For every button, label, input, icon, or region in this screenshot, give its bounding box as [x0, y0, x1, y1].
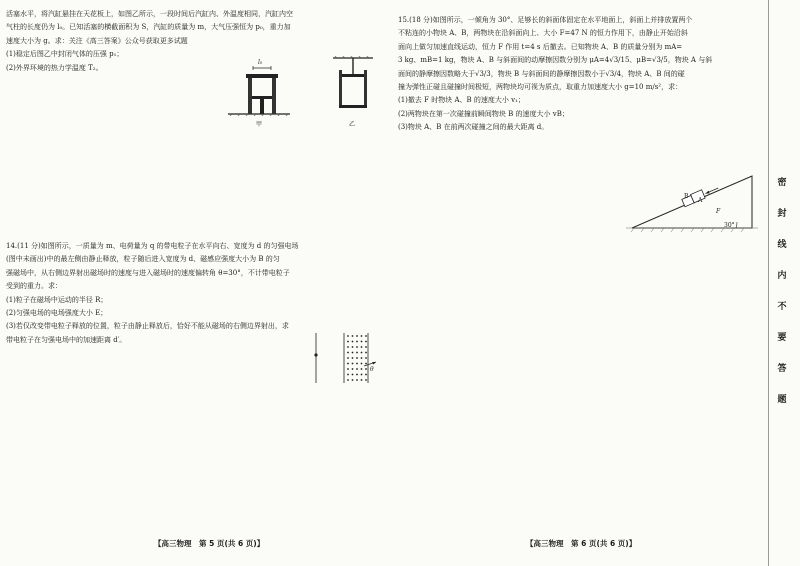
- left-page: [6, 0, 374, 566]
- margin-char: 题: [777, 395, 787, 405]
- margin-char: 内: [777, 271, 787, 281]
- figure-q14-fields: [306, 333, 378, 383]
- label-angle: 30°: [724, 222, 735, 229]
- text-line: (3)物块 A、B 在前两次碰撞之间的最大距离 d。: [398, 123, 549, 132]
- magnetic-field-dot: [365, 335, 367, 337]
- text-line: 活塞水平，将汽缸悬挂在天花板上，如图乙所示，一段时间后汽缸内、外温度相同，汽缸内空: [6, 10, 293, 18]
- text-line: (2)匀强电场的电场强度大小 E；: [6, 309, 108, 318]
- magnetic-field-dot: [352, 357, 354, 359]
- figure-label-yi: 乙: [349, 121, 356, 128]
- text-line: (1)粒子在磁场中运动的半径 R；: [6, 295, 108, 304]
- text-line: 面向上做匀加速直线运动，恒力 F 作用 t=4 s 后撤去。已知物块 A、B 的质量分别为 mA=: [398, 42, 683, 51]
- text-line: 受到的重力。求：: [6, 282, 62, 291]
- text-line: (图中未画出)中的最左侧由静止释放，粒子随后进入宽度为 d、磁感应强度大小为 B 的匀: [6, 255, 280, 264]
- magnetic-field-dot: [347, 368, 349, 370]
- magnetic-field-dot: [352, 374, 354, 376]
- magnetic-field-dot: [356, 346, 358, 348]
- magnetic-field-dot: [347, 335, 349, 337]
- magnetic-field-dot: [347, 352, 349, 354]
- magnetic-field-dot: [356, 374, 358, 376]
- label-theta: θ: [370, 366, 374, 373]
- question-15: [398, 14, 712, 135]
- magnetic-field-dot: [356, 363, 358, 365]
- magnetic-field-dot: [365, 352, 367, 354]
- text-line: 强磁场中，从右侧边界射出磁场时的速度与进入磁场时的速度偏转角 θ=30°，不计带电粒子: [6, 268, 290, 277]
- text-line: 气柱的长度仍为 l₀。已知活塞的横截面积为 S，汽缸的质量为 m，大气压强恒为 p₀，重力加: [6, 23, 291, 32]
- magnetic-field-dot: [365, 368, 367, 370]
- magnetic-field-dot: [352, 346, 354, 348]
- footer-page-5: 【高三物理 第 5 页(共 6 页)】: [154, 539, 265, 548]
- text-line: (2)外界环境的热力学温度 T₂。: [6, 63, 103, 72]
- text-line: 带电粒子在匀强电场中的加速距离 d′。: [6, 335, 127, 344]
- figure-q15-incline: [626, 172, 758, 234]
- magnetic-field-dot: [352, 341, 354, 343]
- text-line: 速度大小为 g。求：关注《高三答案》公众号获取更多试题: [6, 36, 188, 45]
- text-line: (2)两物块在第一次碰撞前瞬间物块 B 的速度大小 vB；: [398, 109, 569, 118]
- magnetic-field-dot: [361, 363, 363, 365]
- magnetic-field-dot: [365, 341, 367, 343]
- margin-char: 不: [777, 302, 787, 312]
- magnetic-field-dot: [361, 352, 363, 354]
- magnetic-field-dot: [356, 335, 358, 337]
- figure-label-jia: 甲: [256, 121, 263, 128]
- magnetic-field-dot: [352, 363, 354, 365]
- magnetic-field-dot: [365, 363, 367, 365]
- text-line: (1)稳定后图乙中封闭气体的压强 p₁；: [6, 50, 124, 59]
- magnetic-field-dot: [361, 341, 363, 343]
- text-line: 不粘连的小物块 A、B，两物块在沿斜面向上、大小 F=47 N 的恒力作用下，由静止开始沿斜: [398, 29, 688, 38]
- magnetic-field-dot: [361, 374, 363, 376]
- text-line: 15.(18 分)如图所示，一倾角为 30°、足够长的斜面体固定在水平地面上，斜面上并排放置两个: [398, 16, 693, 24]
- margin-char: 答: [777, 364, 787, 374]
- magnetic-field-dot: [347, 374, 349, 376]
- magnetic-field-dot: [347, 357, 349, 359]
- magnetic-field-dot: [356, 352, 358, 354]
- margin-char: 密: [777, 178, 787, 188]
- text-line: 3 kg、mB=1 kg，物块 A、B 与斜面间的动摩擦因数分别为 μA=4√3/15、μB=√3/5，物块 A 与斜: [398, 56, 713, 65]
- magnetic-field-dot: [361, 335, 363, 337]
- magnetic-field-dot: [361, 379, 363, 381]
- magnetic-field-dot: [347, 363, 349, 365]
- magnetic-field-dot: [352, 368, 354, 370]
- text-line: 面间的静摩擦因数略大于√3/3，物块 B 与斜面间的静摩擦因数小于√3/4，物块 A、B 间的碰: [398, 69, 685, 78]
- magnetic-field-dot: [365, 357, 367, 359]
- magnetic-field-dot: [361, 368, 363, 370]
- right-page: [398, 0, 763, 566]
- binding-margin-notice: [776, 168, 788, 416]
- margin-char: 要: [777, 333, 787, 343]
- text-line: 14.(11 分)如图所示，一质量为 m、电荷量为 q 的带电粒子在水平向右、宽度为 d 的匀强电场: [6, 242, 299, 250]
- label-force-F: F: [716, 208, 721, 215]
- footer-page-6: 【高三物理 第 6 页(共 6 页)】: [526, 539, 637, 548]
- magnetic-field-dot: [352, 379, 354, 381]
- text-line: (1)撤去 F 时物块 A、B 的速度大小 v₁；: [398, 96, 525, 105]
- magnetic-field-dot: [352, 335, 354, 337]
- text-line: (3)若仅改变带电粒子释放的位置，粒子由静止释放后，恰好不能从磁场的右侧边界射出，求: [6, 322, 289, 331]
- label-block-B: B: [684, 193, 689, 200]
- figure-q13-cylinder-jia: [228, 59, 290, 116]
- binding-margin-line: [768, 0, 769, 566]
- margin-char: 封: [777, 209, 787, 219]
- magnetic-field-dot: [361, 346, 363, 348]
- margin-char: 线: [777, 240, 787, 250]
- magnetic-field-dot: [347, 379, 349, 381]
- magnetic-field-dot: [361, 357, 363, 359]
- text-line: 撞为弹性正碰且碰撞时间极短，两物块均可视为质点，取重力加速度大小 g=10 m/s²，求：: [398, 83, 683, 92]
- label-l0: l₀: [258, 59, 263, 66]
- magnetic-field-dot: [365, 346, 367, 348]
- magnetic-field-dot: [356, 341, 358, 343]
- magnetic-field-dot: [347, 341, 349, 343]
- label-block-A: A: [698, 197, 703, 204]
- magnetic-field-dot: [365, 379, 367, 381]
- magnetic-field-dot: [352, 352, 354, 354]
- question-14: [6, 240, 298, 347]
- magnetic-field-dot: [356, 379, 358, 381]
- magnetic-field-dot: [356, 357, 358, 359]
- magnetic-field-dot: [347, 346, 349, 348]
- figure-q13-cylinder-yi: [333, 56, 373, 112]
- magnetic-field-dot: [365, 374, 367, 376]
- magnetic-field-dot: [356, 368, 358, 370]
